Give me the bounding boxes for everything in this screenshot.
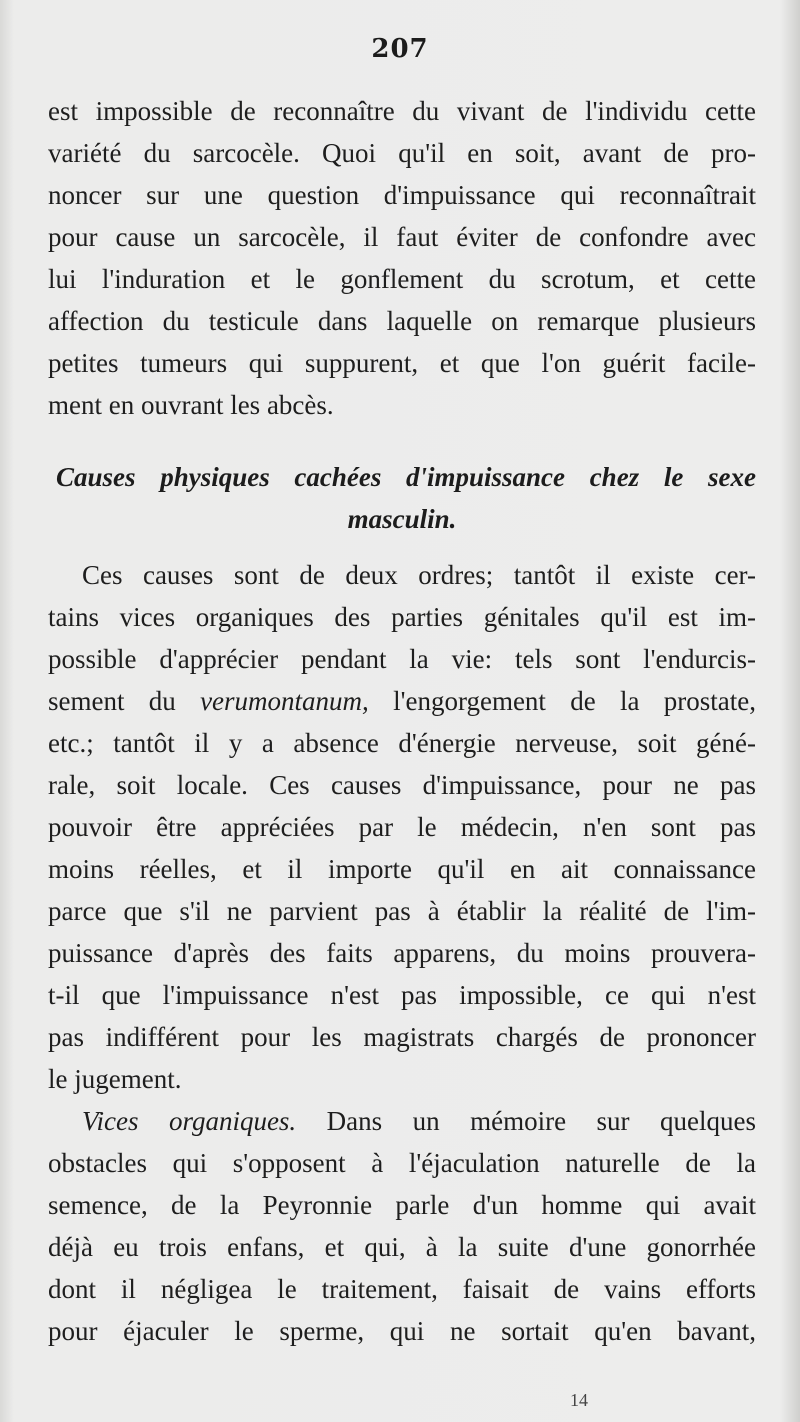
text-line: pouvoir être appréciées par le médecin, n'en sont pas bbox=[48, 812, 756, 842]
text-line: le jugement. bbox=[48, 1064, 182, 1094]
section-heading: Causes physiques cachées d'impuissance chez le sexe bbox=[56, 462, 756, 492]
body-text bbox=[48, 90, 756, 1352]
text-line: pour cause un sarcocèle, il faut éviter de confondre avec bbox=[48, 222, 756, 252]
text-line: noncer sur une question d'impuissance qui reconnaîtrait bbox=[48, 180, 756, 210]
italic-term: verumontanum, bbox=[200, 686, 369, 716]
text-line bbox=[48, 1100, 756, 1142]
text-line: affection du testicule dans laquelle on remarque plusieurs bbox=[48, 306, 756, 336]
text-line: dont il négligea le traitement, faisait de vains efforts bbox=[48, 1274, 756, 1304]
section-heading-cont: masculin. bbox=[347, 504, 457, 534]
text-line: Ces causes sont de deux ordres; tantôt il existe cer- bbox=[82, 560, 756, 590]
text-line: semence, de la Peyronnie parle d'un homme qui avait bbox=[48, 1190, 756, 1220]
text-fragment: Dans un mémoire sur quelques bbox=[296, 1106, 756, 1136]
text-line: puissance d'après des faits apparens, du moins prouvera- bbox=[48, 938, 756, 968]
text-line: moins réelles, et il importe qu'il en ait connaissance bbox=[48, 854, 756, 884]
text-line: ment en ouvrant les abcès. bbox=[48, 390, 334, 420]
text-line: etc.; tantôt il y a absence d'énergie nerveuse, soit géné- bbox=[48, 728, 756, 758]
page-number: 207 bbox=[371, 34, 429, 64]
text-fragment: l'engorgement de la prostate, bbox=[368, 686, 757, 716]
text-line: possible d'apprécier pendant la vie: tels sont l'endurcis- bbox=[48, 644, 756, 674]
text-line: lui l'induration et le gonflement du scrotum, et cette bbox=[48, 264, 756, 294]
italic-term: Vices organiques. bbox=[82, 1106, 297, 1136]
text-line: petites tumeurs qui suppurent, et que l'on guérit facile- bbox=[48, 348, 756, 378]
text-line: est impossible de reconnaître du vivant de l'individu cette bbox=[48, 96, 756, 126]
text-line: t-il que l'impuissance n'est pas impossible, ce qui n'est bbox=[48, 980, 756, 1010]
text-line: pour éjaculer le sperme, qui ne sortait qu'en bavant, bbox=[48, 1316, 756, 1346]
text-line: variété du sarcocèle. Quoi qu'il en soit, avant de pro- bbox=[48, 138, 756, 168]
text-line bbox=[48, 680, 756, 722]
text-fragment: sement du bbox=[48, 686, 201, 716]
text-line: pas indifférent pour les magistrats chargés de prononcer bbox=[48, 1022, 756, 1052]
text-line: parce que s'il ne parvient pas à établir la réalité de l'im- bbox=[48, 896, 756, 926]
text-line: obstacles qui s'opposent à l'éjaculation naturelle de la bbox=[48, 1148, 756, 1178]
text-line: déjà eu trois enfans, et qui, à la suite d'une gonorrhée bbox=[48, 1232, 756, 1262]
text-line: tains vices organiques des parties génitales qu'il est im- bbox=[48, 602, 756, 632]
text-line: rale, soit locale. Ces causes d'impuissance, pour ne pas bbox=[48, 770, 756, 800]
signature-mark: 14 bbox=[570, 1390, 588, 1410]
